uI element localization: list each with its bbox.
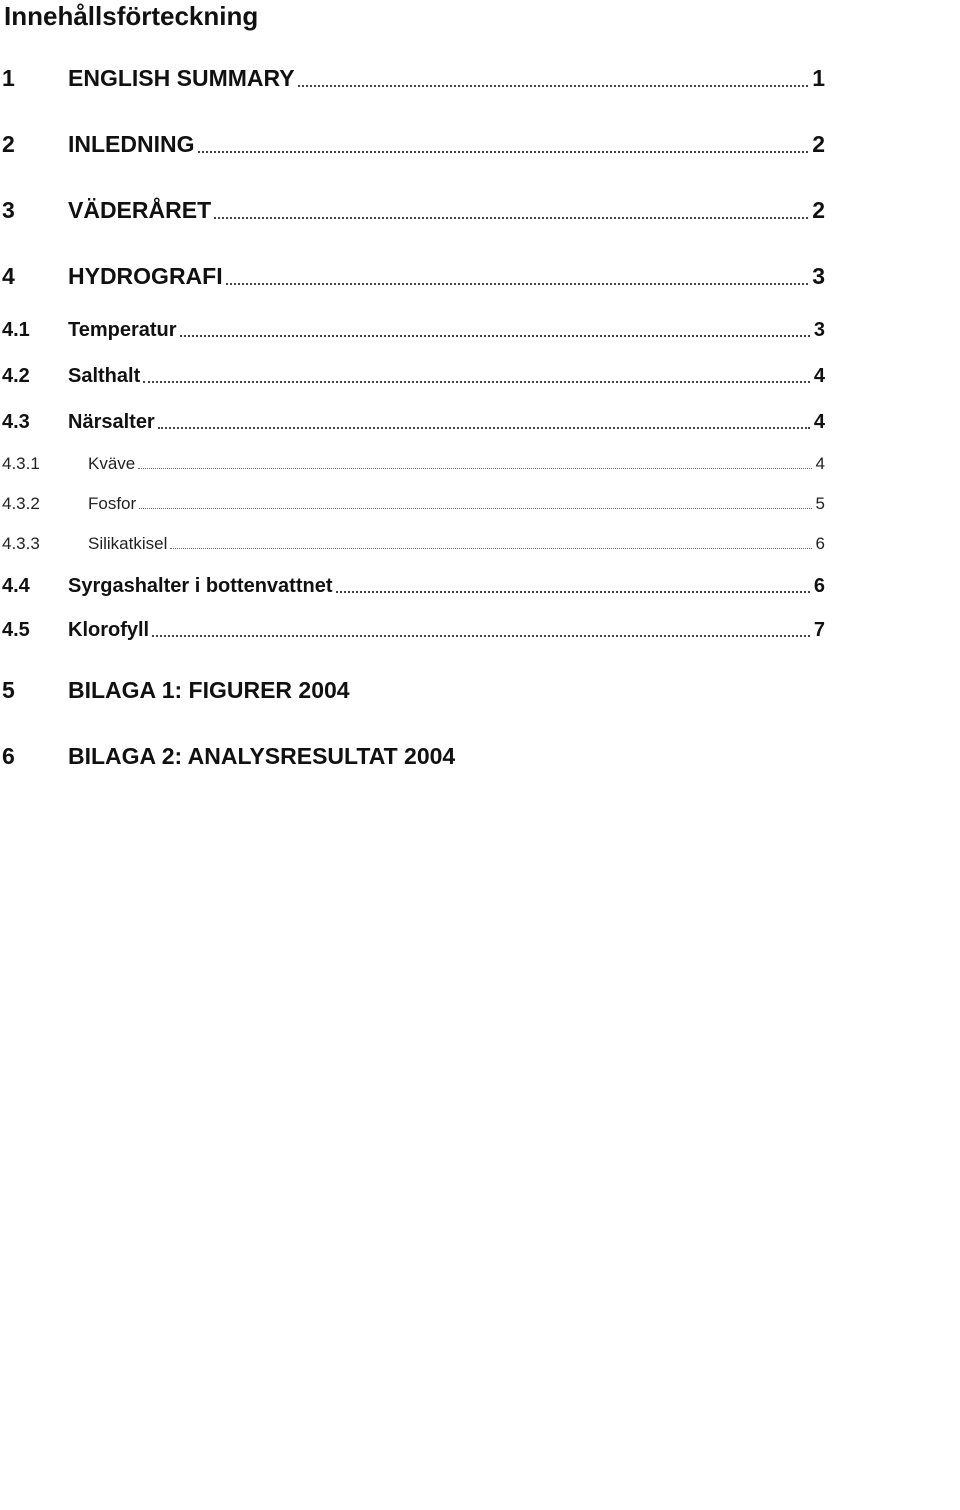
toc-entry-label: Närsalter [68, 411, 155, 433]
toc-entry-number: 4.3.1 [2, 454, 40, 473]
toc-entry[interactable] [0, 570, 825, 602]
toc-entry-label: Temperatur [68, 319, 177, 341]
toc-entry[interactable] [0, 360, 825, 392]
toc-entry-label: BILAGA 2: ANALYSRESULTAT 2004 [68, 743, 456, 769]
dot-leader [152, 635, 810, 637]
toc-entry-number: 3 [2, 197, 15, 223]
toc-entry-page: 3 [812, 263, 825, 289]
toc-entry[interactable] [0, 676, 825, 708]
toc-entry-page: 4 [813, 411, 825, 433]
toc-entry-number: 4.2 [2, 365, 30, 387]
toc-entry-page: 7 [813, 619, 825, 641]
toc-entry[interactable] [0, 130, 825, 162]
toc-entry-number: 4.3 [2, 411, 30, 433]
toc-entry-label: Kväve [88, 454, 136, 473]
dot-leader [138, 468, 811, 469]
toc-entry-label: HYDROGRAFI [68, 263, 223, 289]
toc-entry-page: 2 [812, 197, 825, 223]
toc-entry-number: 5 [2, 677, 15, 703]
dot-leader [214, 217, 808, 219]
toc-entry[interactable] [0, 196, 825, 228]
toc-entry-label: Syrgashalter i bottenvattnet [68, 575, 333, 597]
toc-entry-page: 4 [815, 454, 825, 473]
toc-entry[interactable] [0, 314, 825, 346]
toc-entry[interactable] [0, 742, 825, 774]
toc-entry[interactable] [0, 446, 825, 478]
toc-entry-page: 6 [813, 575, 825, 597]
toc-entry[interactable] [0, 64, 825, 96]
toc-entry-number: 1 [2, 65, 15, 91]
toc-entry-number: 4.4 [2, 575, 30, 597]
page-title: Innehållsförteckning [4, 1, 259, 31]
toc-entry-label: ENGLISH SUMMARY [68, 65, 295, 91]
toc-entry-number: 4.3.3 [2, 534, 40, 553]
toc-entry[interactable] [0, 406, 825, 438]
toc-entry-label: Fosfor [88, 494, 137, 513]
dot-leader [336, 591, 810, 593]
toc-entry-page: 1 [812, 65, 825, 91]
dot-leader [226, 283, 809, 285]
dot-leader [139, 508, 811, 509]
toc-entry-number: 4.3.2 [2, 494, 40, 513]
toc-entry-number: 6 [2, 743, 15, 769]
toc-entry-page: 5 [815, 494, 825, 513]
toc-entry-page: 6 [815, 534, 825, 553]
dot-leader [298, 85, 809, 87]
dot-leader [143, 381, 810, 383]
dot-leader [180, 335, 810, 337]
toc-entry-label: BILAGA 1: FIGURER 2004 [68, 677, 350, 703]
toc-entry-number: 4 [2, 263, 15, 289]
toc-entry[interactable] [0, 614, 825, 646]
toc-entry-page: 2 [812, 131, 825, 157]
toc-entry-label: Silikatkisel [88, 534, 168, 553]
toc-entry-number: 4.1 [2, 319, 30, 341]
toc-entry[interactable] [0, 486, 825, 518]
toc-entry-label: Salthalt [68, 365, 141, 387]
dot-leader [170, 548, 811, 549]
toc-entry-number: 4.5 [2, 619, 30, 641]
toc-entry-label: Klorofyll [68, 619, 150, 641]
toc-entry[interactable] [0, 262, 825, 294]
toc-entry-page: 4 [813, 365, 825, 387]
toc-entry-page: 3 [813, 319, 825, 341]
toc-entry[interactable] [0, 526, 825, 558]
dot-leader [198, 151, 809, 153]
toc-entry-label: VÄDERÅRET [68, 197, 212, 223]
toc-entry-label: INLEDNING [68, 131, 195, 157]
dot-leader [158, 427, 810, 429]
toc-entry-number: 2 [2, 131, 15, 157]
